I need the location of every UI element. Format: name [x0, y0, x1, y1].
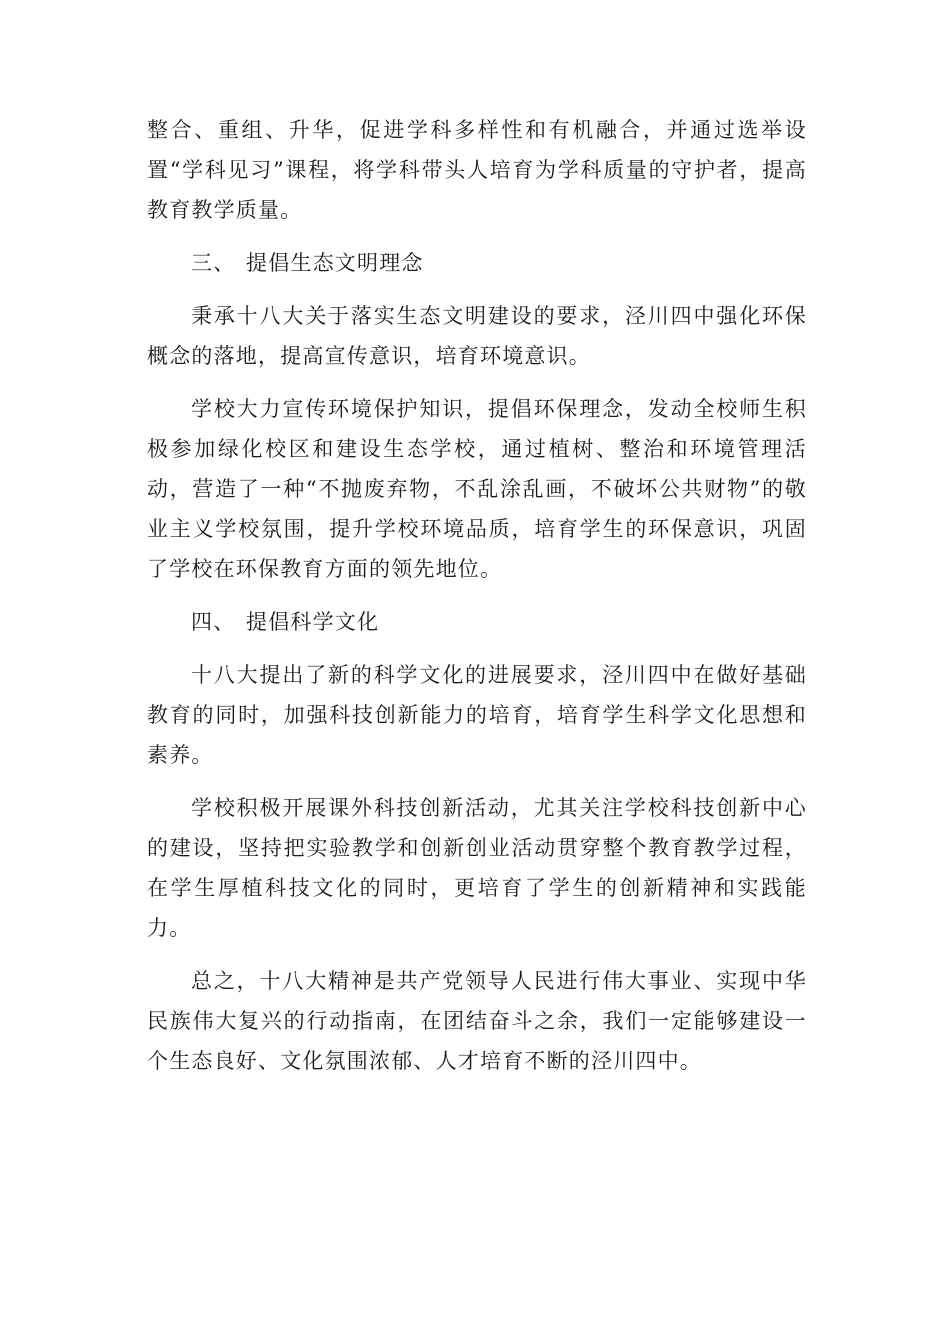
section-title: 提倡生态文明理念	[246, 251, 424, 275]
document-body	[147, 110, 807, 1094]
section-title: 提倡科学文化	[246, 610, 380, 634]
paragraph-conclusion: 总之，十八大精神是共产党领导人民进行伟大事业、实现中华民族伟大复兴的行动指南，在团结奋斗之余，我们一定能够建设一个生态良好、文化氛围浓郁、人才培育不断的泾川四中。	[147, 969, 807, 1073]
section-heading-three	[147, 243, 807, 283]
paragraph: 秉承十八大关于落实生态文明建设的要求，泾川四中强化环保概念的落地，提高宣传意识，培育环境意识。	[147, 304, 807, 368]
section-number: 四、	[191, 610, 236, 634]
section-heading-four	[147, 602, 807, 642]
paragraph: 十八大提出了新的科学文化的进展要求，泾川四中在做好基础教育的同时，加强科技创新能力的培育，培育学生科学文化思想和素养。	[147, 663, 807, 767]
paragraph: 学校大力宣传环境保护知识，提倡环保理念，发动全校师生积极参加绿化校区和建设生态学校，通过植树、整治和环境管理活动，营造了一种“不抛废弃物，不乱涂乱画，不破坏公共财物”的敬业主义学校氛围，提升学校环境品质，培育学生的环保意识，巩固了学校在环保教育方面的领先地位。	[147, 397, 807, 581]
paragraph: 学校积极开展课外科技创新活动，尤其关注学校科技创新中心的建设，坚持把实验教学和创新创业活动贯穿整个教育教学过程，在学生厚植科技文化的同时，更培育了学生的创新精神和实践能力。	[147, 796, 807, 940]
paragraph-continued: 整合、重组、升华，促进学科多样性和有机融合，并通过选举设置“学科见习”课程，将学科带头人培育为学科质量的守护者，提高教育教学质量。	[147, 118, 807, 222]
section-number: 三、	[191, 251, 236, 275]
